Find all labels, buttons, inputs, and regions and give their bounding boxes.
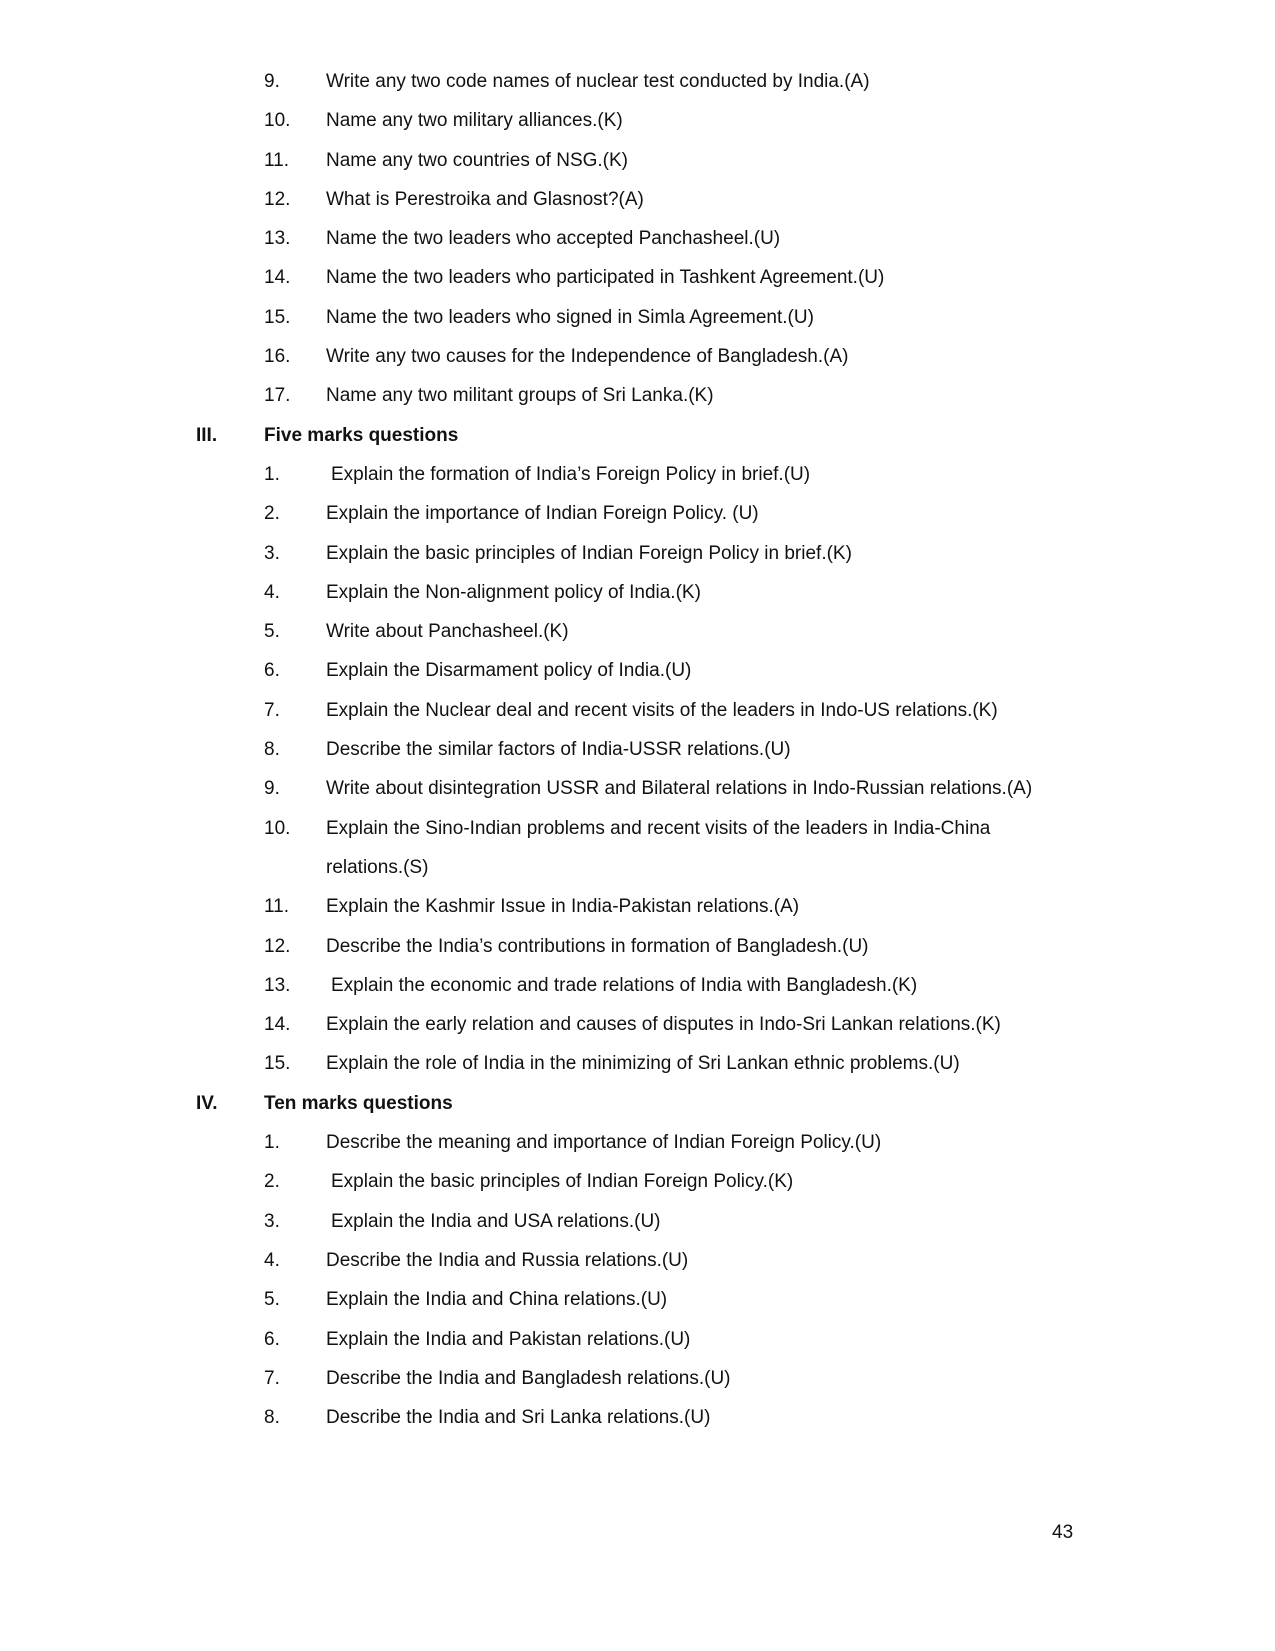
question-text: Name any two countries of NSG.(K) <box>326 149 628 171</box>
question-number: 4. <box>264 581 280 603</box>
question-text: Describe the similar factors of India-USSR relations.(U) <box>326 739 791 761</box>
list-item <box>0 966 1275 1005</box>
question-text: Explain the Kashmir Issue in India-Pakistan relations.(A) <box>326 896 800 918</box>
list-item <box>0 101 1275 140</box>
question-number: 3. <box>264 542 280 564</box>
question-number: 1. <box>264 463 280 485</box>
section-heading-five-marks <box>0 416 1275 455</box>
question-number: 7. <box>264 1367 280 1389</box>
question-number: 12. <box>264 935 291 957</box>
question-list <box>0 62 1275 1437</box>
list-item <box>0 1359 1275 1398</box>
question-number: 11. <box>264 149 290 171</box>
list-item <box>0 927 1275 966</box>
list-item <box>0 1241 1275 1280</box>
question-number: 6. <box>264 1328 280 1350</box>
question-text: Explain the India and USA relations.(U) <box>331 1210 661 1232</box>
question-number: 14. <box>264 267 291 289</box>
question-text: Name the two leaders who participated in Tashkent Agreement.(U) <box>326 267 885 289</box>
list-item <box>0 1398 1275 1437</box>
list-item <box>0 455 1275 494</box>
list-item <box>0 730 1275 769</box>
list-item <box>0 1320 1275 1359</box>
question-number: 16. <box>264 346 291 368</box>
question-number: 2. <box>264 1171 280 1193</box>
list-item <box>0 612 1275 651</box>
list-item <box>0 180 1275 219</box>
list-item <box>0 691 1275 730</box>
question-number: 5. <box>264 1289 280 1311</box>
list-item-continuation <box>0 848 1275 887</box>
list-item <box>0 494 1275 533</box>
list-item <box>0 1280 1275 1319</box>
question-text: Describe the India and Bangladesh relations.(U) <box>326 1367 731 1389</box>
list-item <box>0 573 1275 612</box>
question-text: Explain the Sino-Indian problems and recent visits of the leaders in India-China <box>326 817 991 839</box>
question-number: 8. <box>264 739 280 761</box>
question-number: 13. <box>264 974 291 996</box>
list-item <box>0 376 1275 415</box>
question-number: 14. <box>264 1014 291 1036</box>
question-text: Describe the India and Russia relations.(U) <box>326 1249 689 1271</box>
question-number: 13. <box>264 228 291 250</box>
list-item <box>0 337 1275 376</box>
question-number: 17. <box>264 385 291 407</box>
question-text: Write any two code names of nuclear test conducted by India.(A) <box>326 71 870 92</box>
question-text: Write about disintegration USSR and Bilateral relations in Indo-Russian relations.(A) <box>326 778 1033 800</box>
list-item <box>0 651 1275 690</box>
question-text: Write any two causes for the Independence of Bangladesh.(A) <box>326 346 849 368</box>
page-number: 43 <box>1052 1522 1074 1543</box>
question-text: Explain the Disarmament policy of India.(U) <box>326 660 692 682</box>
question-text: What is Perestroika and Glasnost?(A) <box>326 188 644 210</box>
list-item <box>0 298 1275 337</box>
list-item <box>0 1162 1275 1201</box>
question-number: 2. <box>264 503 280 525</box>
question-number: 12. <box>264 188 291 210</box>
list-item <box>0 769 1275 808</box>
question-number: 9. <box>264 778 280 800</box>
question-text: Name the two leaders who signed in Simla Agreement.(U) <box>326 306 814 328</box>
question-text: Explain the early relation and causes of disputes in Indo-Sri Lankan relations.(K) <box>326 1014 1001 1036</box>
question-text: Write about Panchasheel.(K) <box>326 621 569 643</box>
question-number: 3. <box>264 1210 280 1232</box>
question-text: Explain the importance of Indian Foreign Policy. (U) <box>326 503 759 525</box>
question-number: 10. <box>264 817 291 839</box>
question-text: Explain the role of India in the minimizing of Sri Lankan ethnic problems.(U) <box>326 1053 960 1075</box>
question-text: Explain the basic principles of Indian Foreign Policy in brief.(K) <box>326 542 852 564</box>
question-text: Explain the formation of India’s Foreign Policy in brief.(U) <box>331 463 811 485</box>
question-text: Explain the Nuclear deal and recent visits of the leaders in Indo-US relations.(K) <box>326 699 998 721</box>
question-text: Name any two military alliances.(K) <box>326 110 623 132</box>
question-number: 7. <box>264 699 280 721</box>
question-text: Describe the India’s contributions in formation of Bangladesh.(U) <box>326 935 869 957</box>
list-item <box>0 809 1275 848</box>
section-title: Five marks questions <box>264 424 459 446</box>
question-number: 8. <box>264 1407 280 1429</box>
question-number: 5. <box>264 621 280 643</box>
question-text: Name the two leaders who accepted Panchasheel.(U) <box>326 228 781 250</box>
list-item <box>0 141 1275 180</box>
question-text: Explain the India and China relations.(U) <box>326 1289 668 1311</box>
section-roman-numeral: III. <box>196 424 218 446</box>
list-item <box>0 534 1275 573</box>
list-item <box>0 1202 1275 1241</box>
question-text: Explain the basic principles of Indian Foreign Policy.(K) <box>331 1171 794 1193</box>
question-number: 15. <box>264 1053 291 1075</box>
list-item <box>0 1005 1275 1044</box>
list-item <box>0 1044 1275 1083</box>
question-number: 1. <box>264 1132 280 1154</box>
list-item <box>0 62 1275 101</box>
question-text: Explain the economic and trade relations of India with Bangladesh.(K) <box>331 974 918 996</box>
question-number: 4. <box>264 1249 280 1271</box>
question-number: 10. <box>264 110 291 132</box>
list-item <box>0 887 1275 926</box>
question-text: Describe the meaning and importance of Indian Foreign Policy.(U) <box>326 1132 882 1154</box>
question-number: 15. <box>264 306 291 328</box>
question-text-continuation: relations.(S) <box>326 856 429 878</box>
question-text: Explain the Non-alignment policy of India.(K) <box>326 581 701 603</box>
question-number: 11. <box>264 896 290 918</box>
question-text: Explain the India and Pakistan relations.(U) <box>326 1328 691 1350</box>
question-number: 6. <box>264 660 280 682</box>
question-number: 9. <box>264 71 280 92</box>
question-text: Name any two militant groups of Sri Lanka.(K) <box>326 385 714 407</box>
list-item <box>0 258 1275 297</box>
list-item <box>0 219 1275 258</box>
question-text: Describe the India and Sri Lanka relations.(U) <box>326 1407 711 1429</box>
section-title: Ten marks questions <box>264 1092 453 1114</box>
section-heading-ten-marks <box>0 1084 1275 1123</box>
list-item <box>0 1123 1275 1162</box>
section-roman-numeral: IV. <box>196 1092 218 1114</box>
